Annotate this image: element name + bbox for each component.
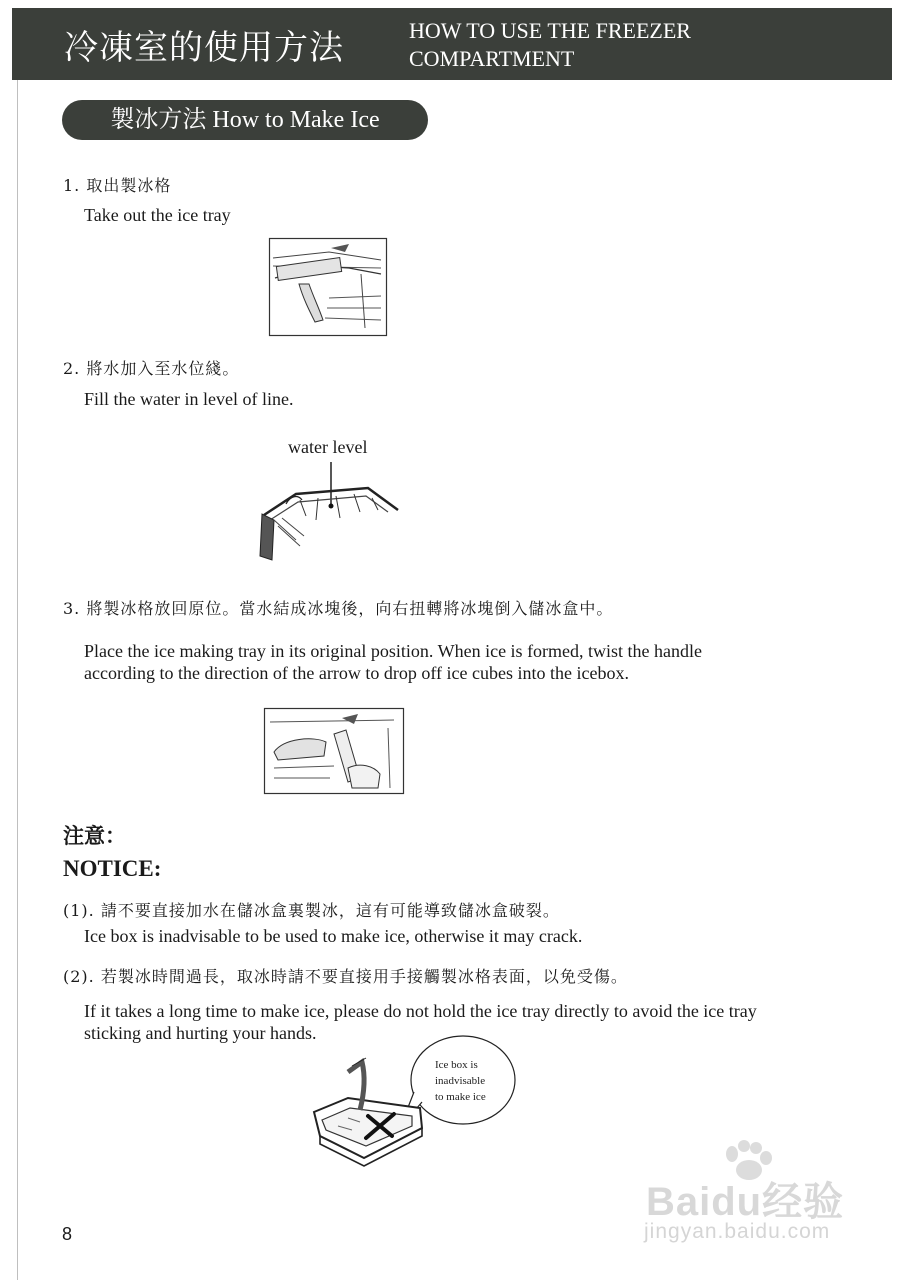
header-title-zh: 冷凍室的使用方法 — [64, 28, 344, 68]
notice-1-zh: (1). 請不要直接加水在儲冰盒裏製冰，這有可能導致儲冰盒破裂。 — [63, 901, 560, 920]
notice-heading-zh: 注意： — [63, 823, 126, 848]
header-title-en — [409, 17, 691, 73]
step-3-en — [84, 640, 702, 684]
bubble-line2: inadvisable — [435, 1075, 486, 1087]
ice-box-bubble-text — [435, 1057, 486, 1105]
step-3-en-line2: according to the direction of the arrow to drop off ice cubes into the icebox. — [84, 663, 629, 683]
section-title: 製冰方法 How to Make Ice — [62, 100, 428, 140]
notice-heading-en: NOTICE: — [63, 856, 162, 881]
water-level-label: water level — [288, 437, 368, 457]
notice-2-zh: (2). 若製冰時間過長，取冰時請不要直接用手接觸製冰格表面，以免受傷。 — [63, 967, 628, 986]
watermark-logo: Baidu经验 — [646, 1180, 845, 1224]
header-title-en-line2: COMPARTMENT — [409, 46, 575, 71]
bubble-line1: Ice box is — [435, 1059, 478, 1071]
notice-1-en: Ice box is inadvisable to be used to make ice, otherwise it may crack. — [84, 926, 583, 946]
bubble-line3: to make ice — [435, 1091, 486, 1103]
twist-handle-illustration — [264, 708, 404, 794]
step-3-en-line1: Place the ice making tray in its original position. When ice is formed, twist the handle — [84, 641, 703, 661]
step-2-en: Fill the water in level of line. — [84, 389, 294, 409]
step-1-en: Take out the ice tray — [84, 205, 231, 225]
header-title-en-line1: HOW TO USE THE FREEZER — [409, 18, 691, 43]
watermark-url: jingyan.baidu.com — [644, 1220, 831, 1243]
notice-2-en-line2: sticking and hurting your hands. — [84, 1023, 317, 1043]
page-number: 8 — [62, 1224, 73, 1244]
baidu-watermark — [636, 1140, 866, 1250]
take-out-tray-illustration — [269, 238, 387, 336]
ice-box-warning-illustration — [308, 1032, 520, 1168]
page-margin-line — [17, 80, 18, 1280]
step-1-zh: 1. 取出製冰格 — [63, 176, 172, 195]
step-2-zh: 2. 將水加入至水位綫。 — [63, 359, 240, 378]
step-3-zh: 3. 將製冰格放回原位。當水結成冰塊後，向右扭轉將冰塊倒入儲冰盒中。 — [63, 599, 614, 618]
notice-2-en-line1: If it takes a long time to make ice, please do not hold the ice tray directly to avoid the ice tray — [84, 1001, 757, 1021]
water-level-illustration — [256, 460, 401, 562]
page-header — [12, 8, 892, 80]
